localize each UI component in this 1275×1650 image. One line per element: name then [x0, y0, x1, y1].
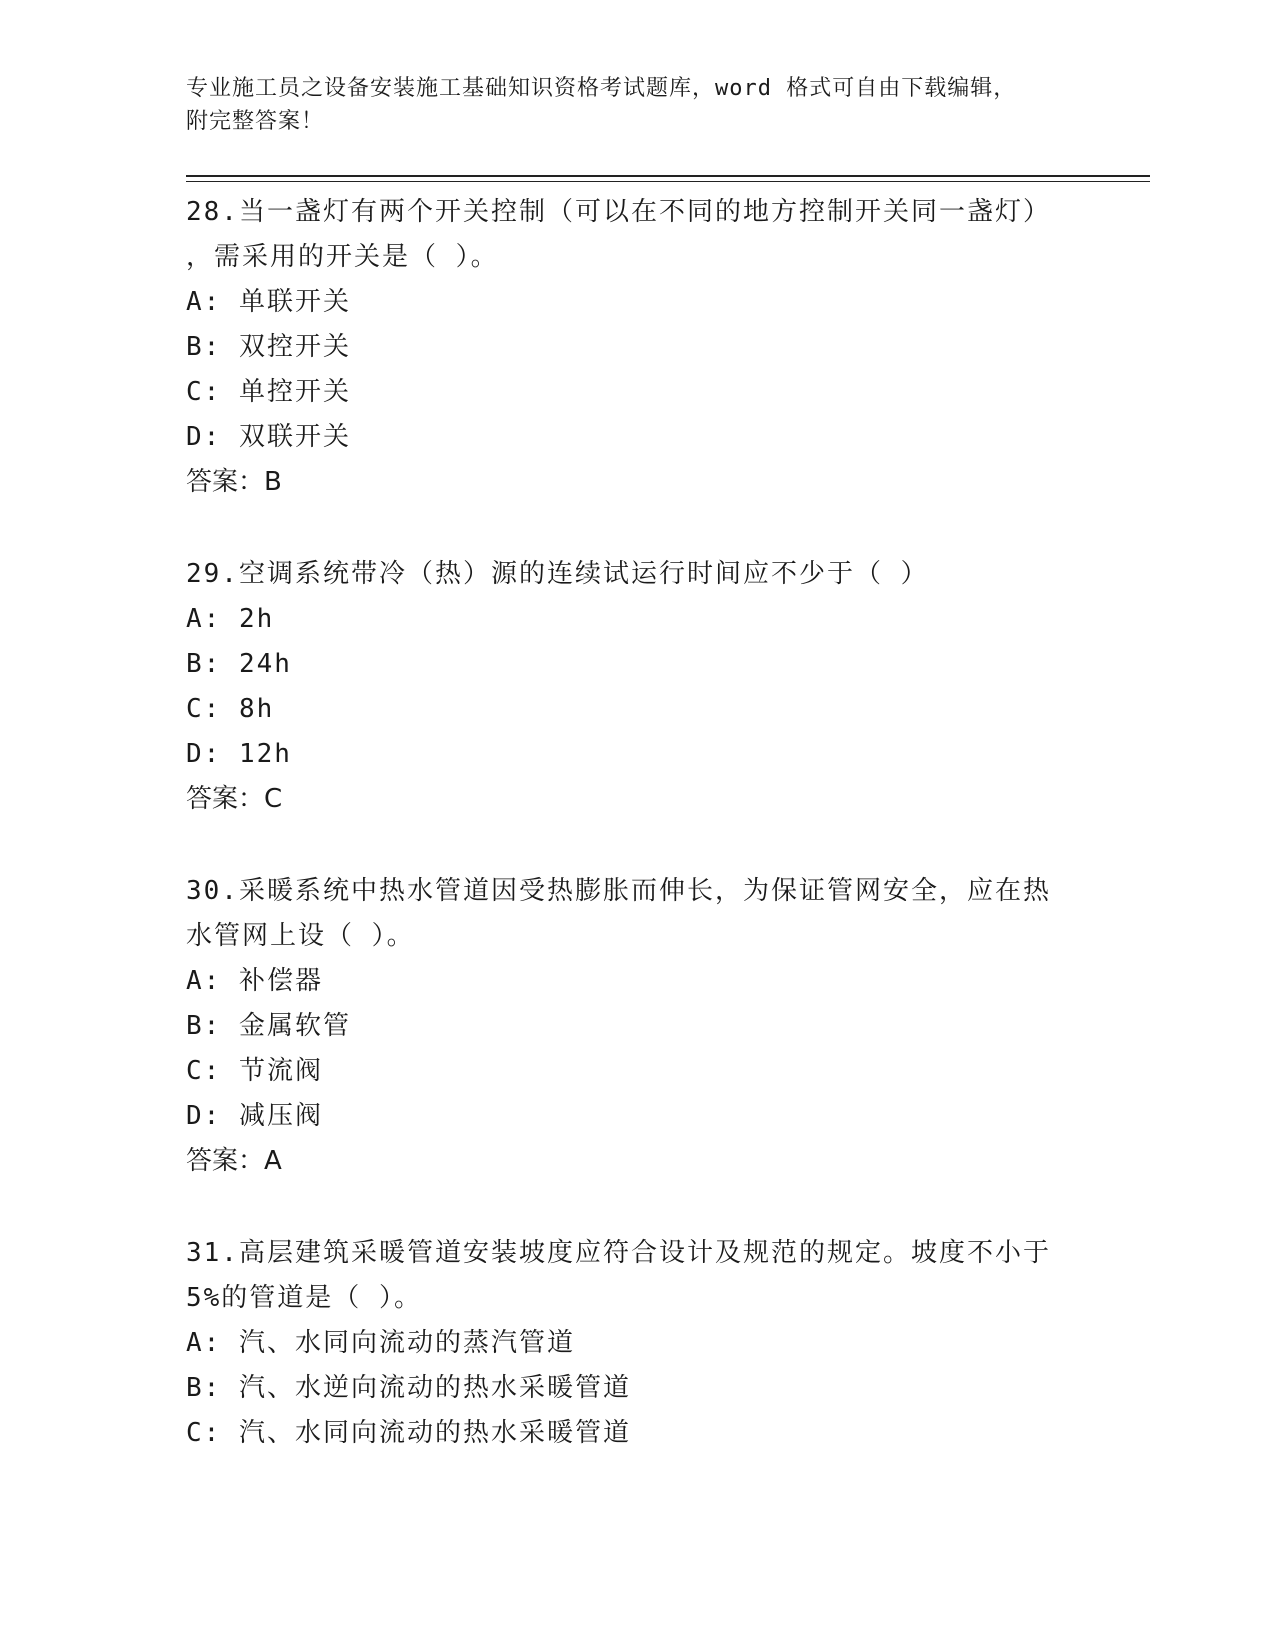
question-stem-continued: ，需采用的开关是（ ）。	[186, 242, 499, 272]
answer: 答案：C	[186, 784, 283, 814]
question-stem: 30.采暖系统中热水管道因受热膨胀而伸长，为保证管网安全，应在热	[186, 876, 1051, 906]
question-spacer	[186, 505, 1086, 552]
option-b: B: 24h	[186, 649, 292, 679]
option-c: C: 单控开关	[186, 377, 351, 407]
question-29	[186, 552, 1086, 822]
header-divider-thick	[186, 175, 1150, 177]
question-stem: 31.高层建筑采暖管道安装坡度应符合设计及规范的规定。坡度不小于	[186, 1238, 1051, 1268]
option-d: D: 减压阀	[186, 1101, 323, 1131]
question-stem: 28.当一盏灯有两个开关控制（可以在不同的地方控制开关同一盏灯）	[186, 197, 1051, 227]
question-30	[186, 869, 1086, 1184]
option-c: C: 节流阀	[186, 1056, 323, 1086]
question-spacer	[186, 1184, 1086, 1231]
question-stem: 29.空调系统带冷（热）源的连续试运行时间应不少于（ ）	[186, 559, 929, 589]
option-d: D: 双联开关	[186, 422, 351, 452]
option-a: A: 单联开关	[186, 287, 351, 317]
question-list	[186, 190, 1086, 1456]
option-a: A: 补偿器	[186, 966, 323, 996]
option-d: D: 12h	[186, 739, 292, 769]
answer: 答案：B	[186, 467, 282, 497]
header-line-2: 附完整答案！	[186, 109, 325, 134]
option-a: A: 2h	[186, 604, 275, 634]
question-stem-continued: 5%的管道是（ ）。	[186, 1283, 422, 1313]
question-stem-continued: 水管网上设（ ）。	[186, 921, 415, 951]
question-spacer	[186, 822, 1086, 869]
option-b: B: 汽、水逆向流动的热水采暖管道	[186, 1373, 631, 1403]
header-line-1: 专业施工员之设备安装施工基础知识资格考试题库，word 格式可自由下载编辑，	[186, 76, 1017, 101]
option-c: C: 8h	[186, 694, 275, 724]
header-divider-thin	[186, 181, 1150, 182]
question-28	[186, 190, 1086, 505]
option-c: C: 汽、水同向流动的热水采暖管道	[186, 1418, 631, 1448]
option-b: B: 双控开关	[186, 332, 351, 362]
question-31	[186, 1231, 1086, 1456]
option-a: A: 汽、水同向流动的蒸汽管道	[186, 1328, 575, 1358]
answer: 答案：A	[186, 1146, 282, 1176]
document-header	[186, 72, 1066, 138]
option-b: B: 金属软管	[186, 1011, 351, 1041]
